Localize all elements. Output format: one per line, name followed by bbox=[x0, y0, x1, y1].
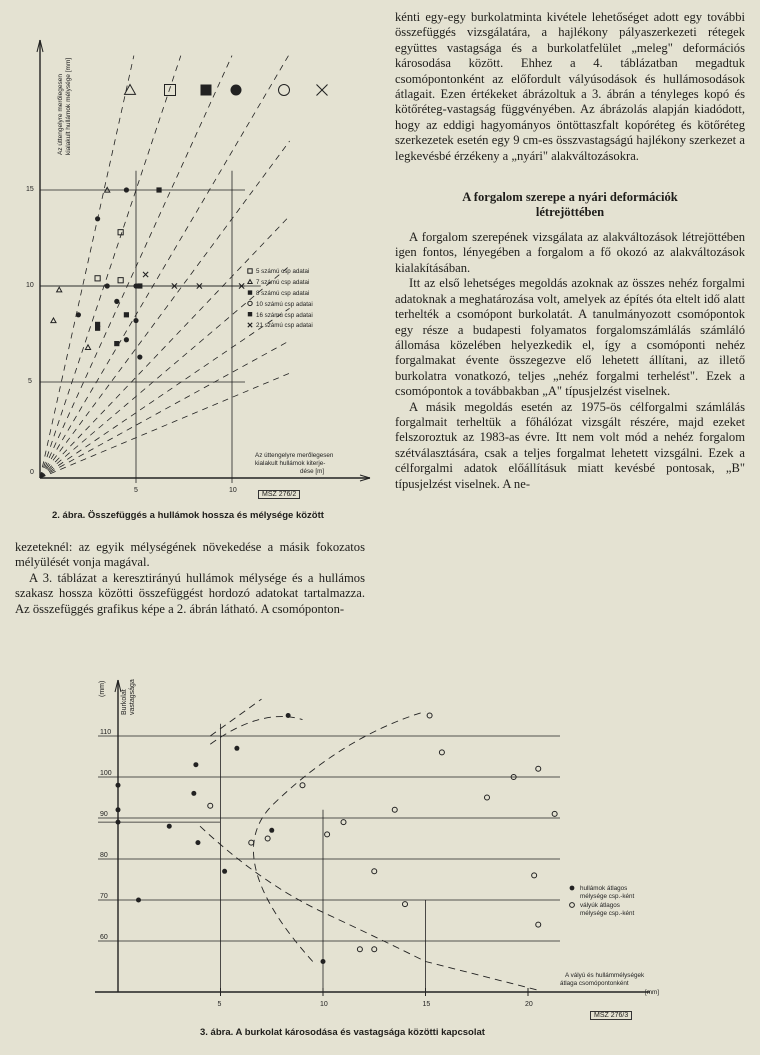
x-axis-label-2: átlaga csomópontonként bbox=[560, 980, 629, 987]
trend-line bbox=[40, 308, 290, 478]
data-point bbox=[286, 713, 291, 718]
paragraph: kezeteknél: az egyik mélységének növekedése a másik fokozatos mélyülését vonja magával. bbox=[15, 540, 365, 570]
data-point bbox=[231, 85, 242, 96]
y-unit: (mm) bbox=[99, 680, 106, 697]
data-point bbox=[116, 783, 121, 788]
x-tick-label: 10 bbox=[320, 1001, 328, 1008]
figure-2-plot bbox=[0, 0, 375, 530]
data-point bbox=[105, 283, 110, 288]
data-point bbox=[300, 783, 305, 788]
data-point bbox=[137, 354, 142, 359]
data-point bbox=[124, 312, 129, 317]
data-point bbox=[325, 832, 330, 837]
paragraph: kénti egy-egy burkolatminta kivétele lehetőséget adott egy további összefüggés vizsgálatára, a hajlékony pályaszerkezeti rétegek együttes vastagsága és a burkolatfelület „meleg" deformációs károsodása között. Ehhez a 4. táblázatban megadtuk csomópontonként az előfordult vályúsodások és hullámosodások átlagait. Ezen értékeket ábrázoltuk a 3. ábrán a tényleges kopó és kötőréteg-vastagság függvényében. Az ábrázolás alapján kiadódott, hogy az eddigi hagyományos öntöttaszfalt kopóréteg és kötőréteg szerkezetek esetén egy 9 cm-es összvastagságú hajlékony szerkezet a legkevésbé érzékeny a „nyári" alakváltozásokra. bbox=[395, 10, 745, 163]
data-point bbox=[248, 312, 252, 316]
legend-item: 8 számú csp adatai bbox=[256, 290, 310, 297]
data-point bbox=[114, 341, 119, 346]
legend-item: mélysége csp.-ként bbox=[580, 910, 635, 917]
legend-filled-marker bbox=[570, 886, 575, 891]
trend-curve bbox=[253, 711, 425, 961]
data-point bbox=[165, 85, 176, 96]
x-tick-label: 20 bbox=[525, 1001, 533, 1008]
data-point bbox=[485, 795, 490, 800]
data-point bbox=[95, 326, 100, 331]
legend-item: 16 számú csp adatai bbox=[256, 312, 313, 319]
data-point bbox=[193, 762, 198, 767]
legend-item: 10 számú csp adatai bbox=[256, 301, 313, 308]
y-axis-label-2: kialakult hullámok mélysége [mm] bbox=[65, 57, 72, 155]
data-point bbox=[191, 791, 196, 796]
data-point bbox=[248, 280, 252, 284]
y-axis-label-2: vastagsága bbox=[129, 679, 136, 715]
data-point bbox=[222, 869, 227, 874]
x-tick-label: 15 bbox=[422, 1001, 431, 1008]
figure-2-caption: 2. ábra. Összefüggés a hullámok hossza és mélysége között bbox=[52, 510, 324, 521]
data-point bbox=[532, 873, 537, 878]
trend-line bbox=[40, 141, 290, 478]
trend-curve bbox=[210, 699, 261, 736]
legend-open-marker bbox=[570, 903, 575, 908]
legend bbox=[570, 885, 635, 917]
data-point bbox=[118, 278, 123, 283]
data-point bbox=[118, 230, 123, 235]
trend-line bbox=[40, 56, 288, 478]
legend-item: mélysége csp.-ként bbox=[580, 893, 635, 900]
legend-item: 5 számú csp adatai bbox=[256, 268, 310, 275]
data-point bbox=[372, 947, 377, 952]
x-tick-5: 5 bbox=[134, 487, 138, 494]
data-point bbox=[124, 187, 129, 192]
ms-tag: MSZ 276/2 bbox=[258, 490, 300, 499]
data-point bbox=[439, 750, 444, 755]
data-point bbox=[265, 836, 270, 841]
legend-item: 7 számú csp adatai bbox=[256, 279, 310, 286]
y-tick-label: 60 bbox=[100, 934, 108, 941]
data-point bbox=[341, 820, 346, 825]
data-point bbox=[95, 276, 100, 281]
x-axis-label: A vályú és hullámmélységek bbox=[565, 972, 645, 979]
data-point bbox=[249, 840, 254, 845]
data-point bbox=[269, 828, 274, 833]
data-point bbox=[321, 959, 326, 964]
data-point bbox=[279, 85, 290, 96]
paragraph: A forgalom szerepének vizsgálata az alakváltozások létrejöttében igen fontos, lényegében a forgalom a fő okozó az alakváltozások kialakításában. bbox=[395, 230, 745, 275]
x-axis-label: Az úttengelyre merőlegesen bbox=[255, 452, 334, 459]
data-point bbox=[552, 811, 557, 816]
figure-2 bbox=[0, 0, 375, 530]
data-point bbox=[85, 345, 90, 350]
left-column bbox=[15, 540, 365, 617]
right-column bbox=[395, 10, 745, 492]
x-unit: [mm] bbox=[645, 989, 659, 996]
figure-3-plot bbox=[0, 655, 760, 1050]
data-point bbox=[167, 824, 172, 829]
legend bbox=[256, 268, 313, 329]
legend-item: 21 számú csp adatai bbox=[256, 322, 313, 329]
origin-label: 0 bbox=[30, 469, 34, 476]
data-point bbox=[234, 746, 239, 751]
trend-line bbox=[40, 373, 290, 478]
paragraph: A 3. táblázat a keresztirányú hullámok mélysége és a hullámos szakasz hossza közötti összefüggést hordozó adatokat tartalmazza. Az összefüggés grafikus képe a 2. ábrán látható. A csomóponton- bbox=[15, 570, 365, 616]
data-point bbox=[156, 187, 161, 192]
figure-3 bbox=[0, 655, 760, 1050]
y-axis-label: Burkolat bbox=[121, 689, 128, 715]
data-point bbox=[248, 269, 252, 273]
x-axis-label-2: kialakult hullámok kiterje- bbox=[255, 460, 326, 467]
data-point bbox=[248, 301, 252, 305]
data-point bbox=[124, 337, 129, 342]
data-point bbox=[403, 902, 408, 907]
data-point bbox=[51, 318, 56, 323]
trend-line bbox=[40, 216, 290, 478]
y-tick-label: 100 bbox=[100, 770, 112, 777]
section-heading: A forgalom szerepe a nyári deformációk létrejöttében bbox=[462, 190, 678, 220]
y-tick-label: 110 bbox=[100, 729, 112, 736]
x-tick-10: 10 bbox=[229, 487, 237, 494]
y-tick-10: 10 bbox=[26, 282, 34, 289]
data-point bbox=[116, 807, 121, 812]
y-tick-label: 70 bbox=[100, 893, 108, 900]
trend-curve bbox=[200, 826, 538, 990]
data-point bbox=[116, 820, 121, 825]
data-point bbox=[76, 312, 81, 317]
trend-curve bbox=[210, 717, 302, 745]
data-point bbox=[95, 216, 100, 221]
data-point bbox=[133, 318, 138, 323]
paragraph: A másik megoldás esetén az 1975-ös célforgalmi számlálás forgalmait terheltük a főhálózat vizsgált részére, majd ezeket felszoroztuk az 1983-as évre. Itt nem volt mód a nehéz forgalom szétválasztására, csak a teljes forgalmat lehetett vizsgálni. Ezek a célforgalmi adatok előállításuk miatt kevésbé pontosak, „B" típusjelzést viselnek. A ne- bbox=[395, 399, 745, 491]
figure-3-caption: 3. ábra. A burkolat károsodása és vastagsága közötti kapcsolat bbox=[200, 1027, 485, 1038]
y-axis-label: Az úttengelyre merőlegesen bbox=[57, 74, 64, 155]
data-point bbox=[208, 803, 213, 808]
data-point bbox=[248, 290, 252, 294]
trend-line bbox=[40, 341, 290, 478]
data-point bbox=[392, 807, 397, 812]
data-point bbox=[427, 713, 432, 718]
trend-line bbox=[40, 266, 290, 478]
y-tick-label: 90 bbox=[100, 811, 108, 818]
y-tick-label: 80 bbox=[100, 852, 108, 859]
data-point bbox=[195, 840, 200, 845]
data-point bbox=[114, 299, 119, 304]
legend-item: hullámok átlagos bbox=[580, 885, 628, 892]
x-axis-label-3: dése [m] bbox=[300, 468, 325, 475]
data-point bbox=[133, 283, 138, 288]
x-tick-label: 5 bbox=[217, 1001, 222, 1008]
paragraph: Itt az első lehetséges megoldás azoknak az összes nehéz forgalmi adatoknak a meghatározása volt, amelyek az építés óta eltelt idő alatt terhelték a csomópont burkolatát. A tanulmányozott csomópontok egy része a budapesti folyamatos forgalomszámlálás számláló állomása közelében helyezkedik el, így a csomóponti nehéz forgalmakat évente összegezve elő lehetett állítani, az illető burkolatra vonatkozó, teljes „nehéz forgalmi terhelést". Ezek a csomópontok a továbbakban „A" típusjelzést viselnek. bbox=[395, 276, 745, 399]
legend-item: vályúk átlagos bbox=[580, 902, 620, 909]
data-point bbox=[57, 287, 62, 292]
data-point bbox=[201, 85, 212, 96]
ms-tag: MSZ 276/3 bbox=[590, 1011, 632, 1020]
data-point bbox=[357, 947, 362, 952]
y-tick-15: 15 bbox=[26, 186, 34, 193]
data-point bbox=[136, 898, 141, 903]
data-point bbox=[536, 766, 541, 771]
data-point bbox=[536, 922, 541, 927]
y-tick-5: 5 bbox=[28, 378, 32, 385]
data-point bbox=[372, 869, 377, 874]
